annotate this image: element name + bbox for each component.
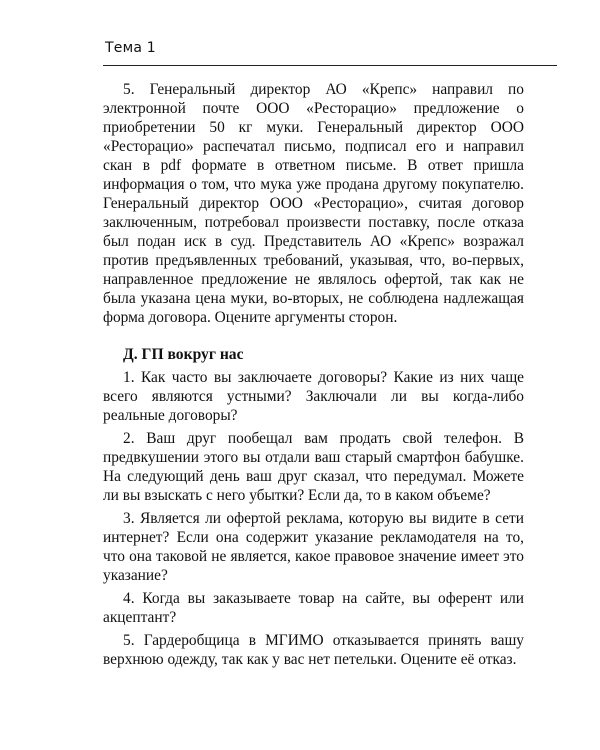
case-paragraph: 5. Генеральный директор АО «Крепс» направил по электронной почте ООО «Ресторацио» предложение о приобретении 50 кг муки. Генеральный директор ООО «Ресторацио» распечатал письмо, подписал его и направил скан в pdf формате в ответном письме. В ответ пришла информация о том, что мука уже продана другому покупателю. Генеральный директор ООО «Ресторацио», считая договор заключенным, потребовал произвести поставку, после отказа был подан иск в суд. Представитель АО «Крепс» возражал против предъявленных требований, указывая, что, во-первых, направленное предложение не являлось офертой, так как не была указана цена муки, во-вторых, не соблюдена надлежащая форма договора. Оцените аргументы сторон.	[103, 81, 524, 326]
question-item: 5. Гардеробщица в МГИМО отказывается принять вашу верхнюю одежду, так как у вас нет петельки. Оцените её отказ.	[103, 632, 524, 668]
section-heading: Д. ГП вокруг нас	[123, 346, 244, 363]
question-item: 1. Как часто вы заключаете договоры? Какие из них чаще всего являются устными? Заключали ли вы когда-либо реальные договоры?	[103, 369, 524, 424]
question-item: 3. Является ли офертой реклама, которую вы видите в сети интернет? Если она содержит указание рекламодателя на то, что она таковой не является, какое правовое значение имеет это указание?	[103, 510, 524, 584]
question-item: 2. Ваш друг пообещал вам продать свой телефон. В предвкушении этого вы отдали ваш старый смартфон бабушке. На следующий день ваш друг сказал, что передумал. Можете ли вы взыскать с него убытки? Если да, то в каком объеме?	[103, 430, 524, 504]
header-rule	[103, 65, 557, 66]
question-item: 4. Когда вы заказываете товар на сайте, вы оферент или акцептант?	[103, 590, 524, 626]
running-header: Тема 1	[105, 40, 156, 56]
page-body	[103, 80, 524, 669]
